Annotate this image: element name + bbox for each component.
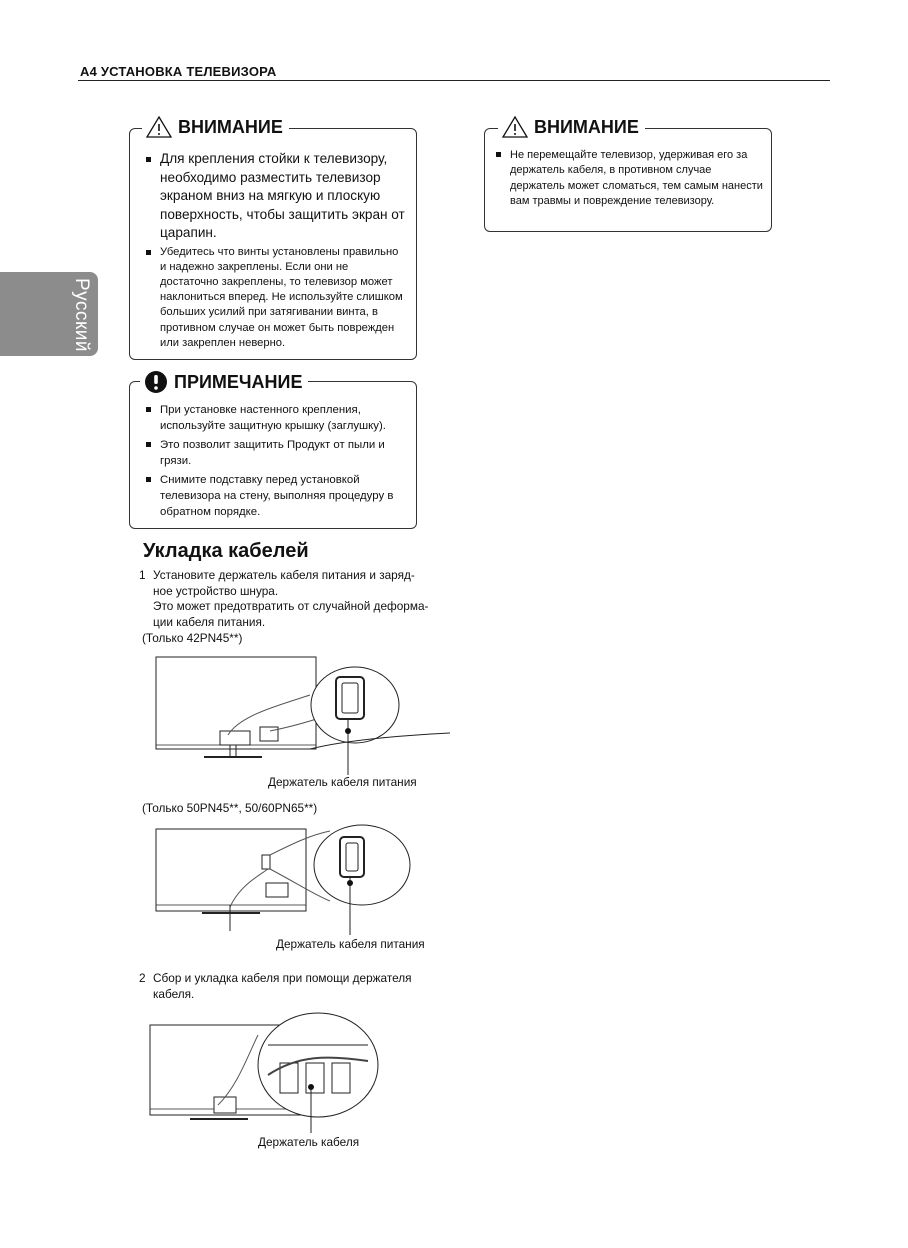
note-item: Снимите подставку перед установкой телевизора на стену, выполняя процедуру в обратном порядке. (144, 472, 412, 520)
step-text-line: кабеля. (153, 986, 195, 1001)
caution-item: Для крепления стойки к телевизору, необходимо разместить телевизор экраном вниз на мягкую и плоскую поверхность, чтобы защитить экран от царапин. (144, 150, 406, 243)
step-2 (139, 971, 463, 1002)
figure-caption-b: Держатель кабеля питания (276, 937, 425, 951)
caution-list-left (144, 150, 406, 353)
illustration-power-cable-holder-b (150, 825, 450, 945)
warning-triangle-icon (502, 116, 528, 138)
caution-item: Убедитесь что винты установлены правильно и надежно закреплены. Если они не достаточно закреплены, то телевизор может наклониться вперед. Не используйте слишком больших усилий при затягивании винта, в противном случае он может быть поврежден или закреплен неверно. (144, 245, 406, 351)
page-header-title: A4 УСТАНОВКА ТЕЛЕВИЗОРА (80, 64, 277, 79)
language-tab-label: Русский (71, 278, 92, 352)
warning-triangle-icon (146, 116, 172, 138)
note-list (144, 402, 412, 523)
caution-title-text: ВНИМАНИЕ (178, 116, 283, 137)
figure-caption-a: Держатель кабеля питания (268, 775, 417, 789)
note-item: Это позволит защитить Продукт от пыли и грязи. (144, 437, 412, 469)
step-text-line: Сбор и укладка кабеля при помощи держателя (153, 971, 412, 985)
header-divider (78, 80, 830, 81)
step-number: 1 (139, 568, 146, 582)
exclamation-circle-icon (144, 370, 168, 394)
section-heading: Укладка кабелей (143, 540, 309, 562)
step-1 (139, 568, 463, 630)
step-text-line: Это может предотвратить от случайной деформа- (153, 599, 429, 613)
note-title-text: ПРИМЕЧАНИЕ (174, 371, 303, 392)
step-number: 2 (139, 971, 146, 985)
caution-title-right (498, 116, 645, 138)
caution-list-right (494, 148, 768, 209)
figure-caption-c: Держатель кабеля (258, 1135, 360, 1149)
step-text-line: ции кабеля питания. (153, 614, 266, 629)
illustration-power-cable-holder-a (150, 655, 450, 785)
model-label-b: (Только 50PN45**, 50/60PN65**) (142, 801, 318, 815)
note-item: При установке настенного крепления, используйте защитную крышку (заглушку). (144, 402, 412, 434)
caution-title-left (142, 116, 289, 138)
note-title (140, 370, 308, 394)
step-text-line: ное устройство шнура. (153, 583, 279, 598)
model-label-a: (Только 42PN45**) (142, 631, 243, 645)
step-text-line: Установите держатель кабеля питания и заряд- (153, 568, 415, 582)
caution-item: Не перемещайте телевизор, удерживая его за держатель кабеля, в противном случае держатель может сломаться, тем самым нанести вам травмы и повреждение телевизору. (494, 148, 768, 209)
caution-title-text: ВНИМАНИЕ (534, 116, 639, 137)
illustration-cable-holder (148, 1015, 378, 1135)
